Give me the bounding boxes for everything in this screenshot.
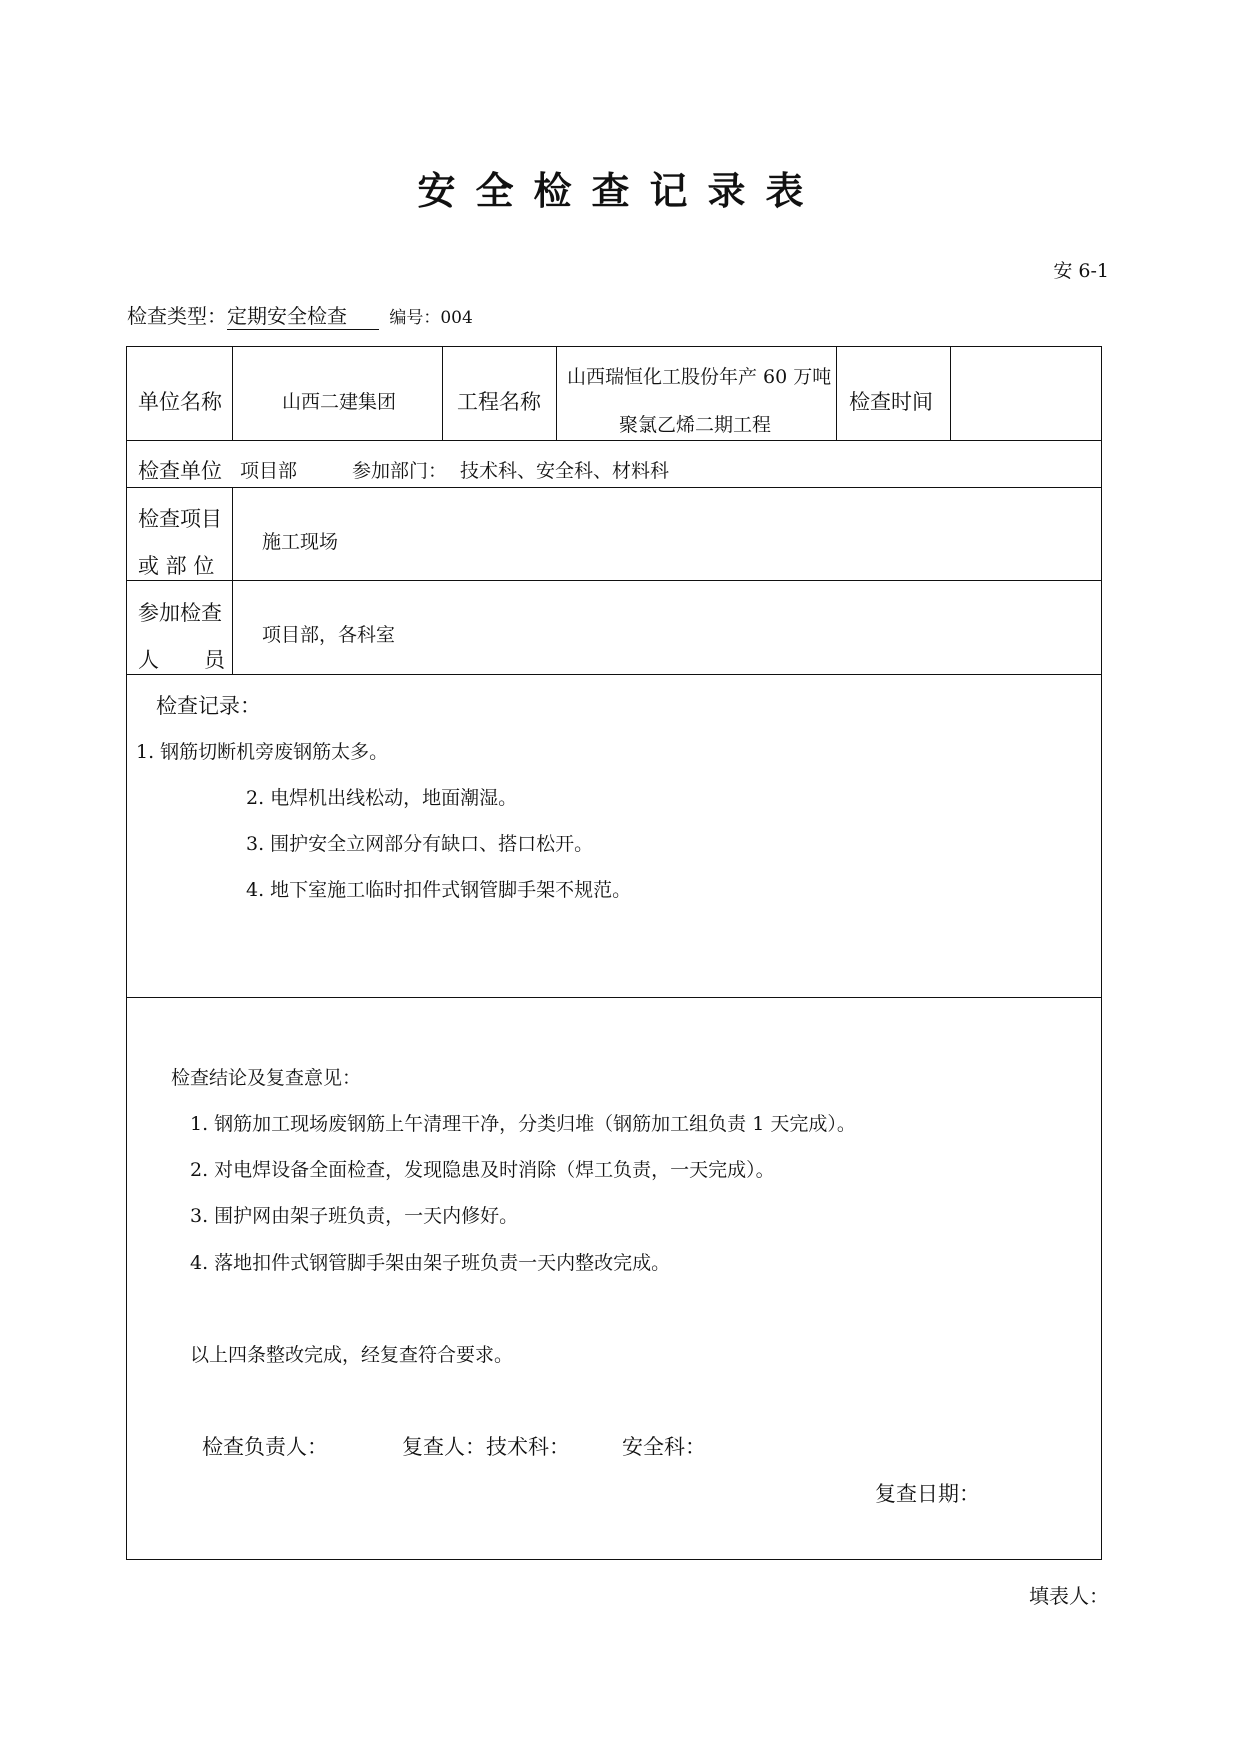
inspection-item-label-line2: 或 部 位 bbox=[138, 554, 215, 578]
inspection-meta bbox=[127, 300, 473, 330]
row-divider bbox=[126, 580, 1102, 581]
inspection-type-label: 检查类型： bbox=[127, 304, 227, 328]
col-divider bbox=[232, 346, 233, 440]
col-divider bbox=[950, 346, 951, 440]
row-divider bbox=[126, 997, 1102, 998]
project-name-label: 工程名称 bbox=[457, 390, 541, 414]
inspection-item-value[interactable]: 施工现场 bbox=[262, 531, 339, 553]
form-filler-label: 填表人： bbox=[1029, 1584, 1109, 1608]
review-date-label: 复查日期： bbox=[875, 1482, 980, 1506]
conclusion-item-4[interactable]: 4. 落地扣件式钢管脚手架由架子班负责一天内整改完成。 bbox=[190, 1252, 671, 1274]
inspection-unit-value[interactable]: 项目部 bbox=[240, 460, 298, 482]
document-title: 安全检查记录表 bbox=[417, 168, 824, 213]
col-divider bbox=[556, 346, 557, 440]
record-item-1[interactable]: 1. 钢筋切断机旁废钢筋太多。 bbox=[136, 741, 389, 763]
record-item-2[interactable]: 2. 电焊机出线松动，地面潮湿。 bbox=[246, 787, 518, 809]
inspection-time-label: 检查时间 bbox=[849, 390, 933, 414]
conclusion-heading: 检查结论及复查意见： bbox=[171, 1067, 362, 1089]
participating-dept-value[interactable]: 技术科、安全科、材料科 bbox=[460, 460, 670, 482]
col-divider bbox=[836, 346, 837, 440]
inspection-type-value[interactable]: 定期安全检查 bbox=[227, 300, 379, 330]
participants-value[interactable]: 项目部，各科室 bbox=[262, 624, 396, 646]
record-item-4[interactable]: 4. 地下室施工临时扣件式钢管脚手架不规范。 bbox=[246, 879, 632, 901]
conclusion-item-1[interactable]: 1. 钢筋加工现场废钢筋上午清理干净，分类归堆（钢筋加工组负责 1 天完成）。 bbox=[190, 1113, 856, 1135]
record-item-3[interactable]: 3. 围护安全立网部分有缺口、搭口松开。 bbox=[246, 833, 594, 855]
safety-signature-label: 安全科： bbox=[622, 1435, 706, 1459]
conclusion-item-2[interactable]: 2. 对电焊设备全面检查，发现隐患及时消除（焊工负责，一天完成）。 bbox=[190, 1159, 775, 1181]
row-divider bbox=[126, 440, 1102, 441]
inspection-item-label-line1: 检查项目 bbox=[138, 507, 222, 531]
participants-label-line2a: 人 bbox=[138, 648, 159, 672]
row-divider bbox=[126, 674, 1102, 675]
conclusion-summary[interactable]: 以上四条整改完成，经复查符合要求。 bbox=[190, 1344, 514, 1366]
inspection-unit-label: 检查单位 bbox=[138, 459, 222, 483]
unit-name-value[interactable]: 山西二建集团 bbox=[282, 391, 397, 413]
form-code: 安 6-1 bbox=[1053, 260, 1109, 282]
project-name-value-line1[interactable]: 山西瑞恒化工股份年产 60 万吨 bbox=[567, 366, 832, 388]
number-value[interactable]: 004 bbox=[440, 308, 473, 328]
col-divider bbox=[232, 487, 233, 674]
participants-label-line2b: 员 bbox=[204, 648, 225, 672]
project-name-value-line2[interactable]: 聚氯乙烯二期工程 bbox=[619, 414, 772, 436]
row-divider bbox=[126, 487, 1102, 488]
inspector-signature-label: 检查负责人： bbox=[202, 1435, 328, 1459]
conclusion-item-3[interactable]: 3. 围护网由架子班负责，一天内修好。 bbox=[190, 1205, 519, 1227]
number-label: 编号： bbox=[389, 308, 441, 328]
reviewer-signature-label: 复查人：技术科： bbox=[402, 1435, 570, 1459]
col-divider bbox=[442, 346, 443, 440]
record-heading: 检查记录： bbox=[156, 694, 261, 718]
unit-name-label: 单位名称 bbox=[138, 390, 222, 414]
participating-dept-label: 参加部门： bbox=[352, 460, 448, 482]
participants-label-line1: 参加检查 bbox=[138, 601, 222, 625]
